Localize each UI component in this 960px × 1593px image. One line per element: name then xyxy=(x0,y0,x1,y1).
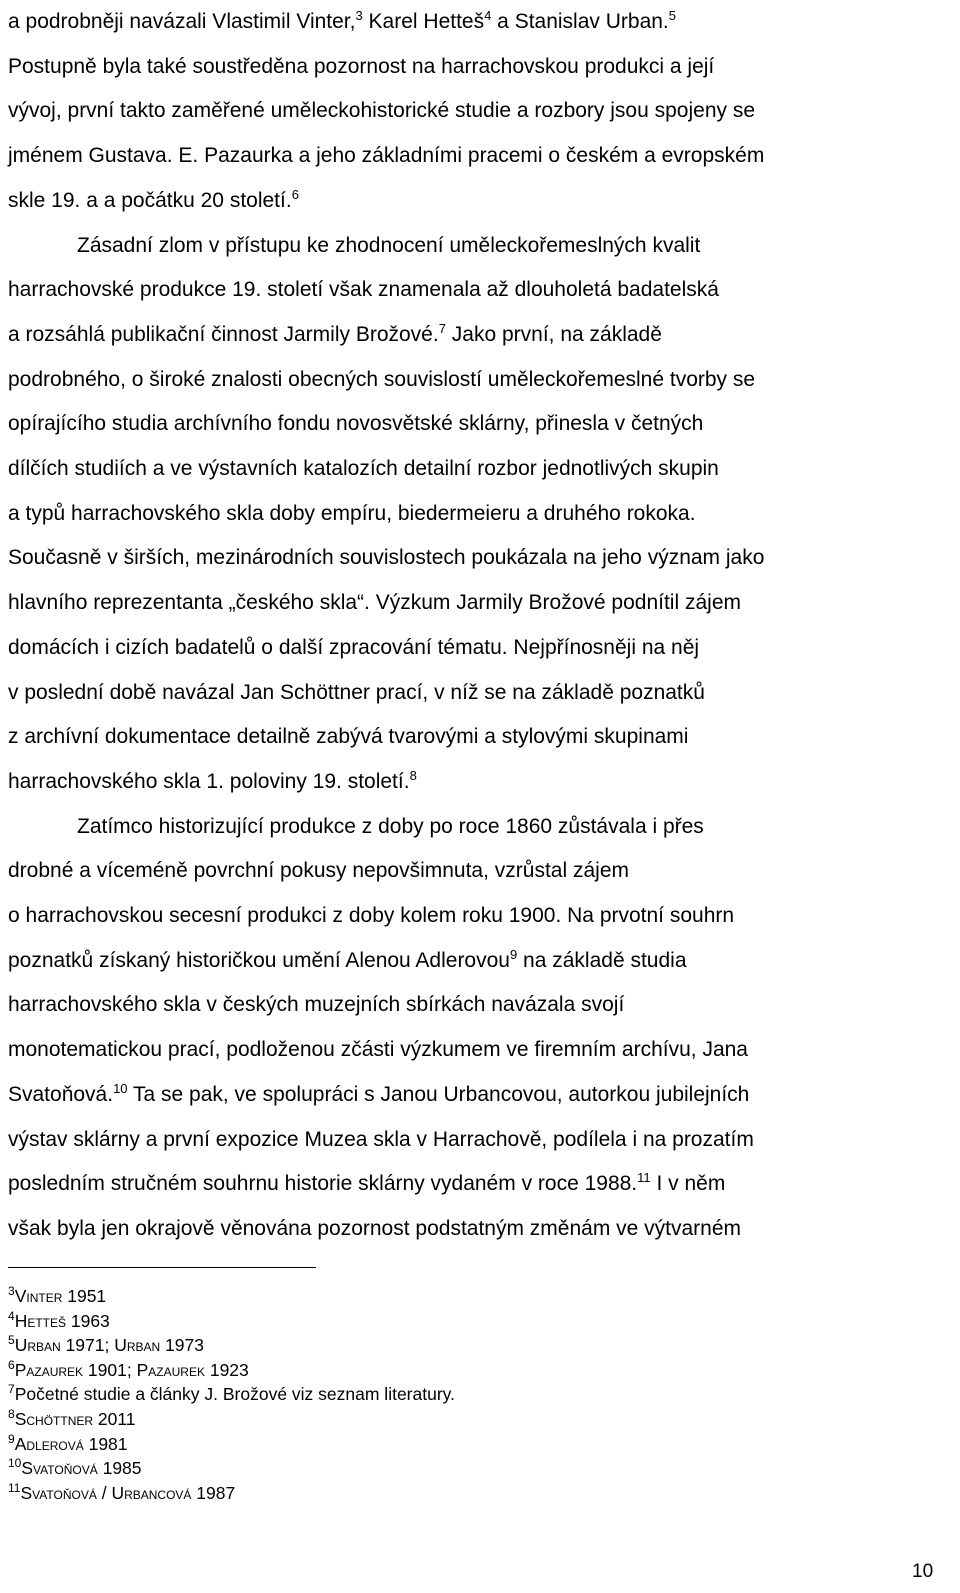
text-run: domácích i cizích badatelů o další zpracování tématu. Nejpřínosněji na něj xyxy=(8,635,700,659)
author-name: azaurek xyxy=(148,1359,205,1380)
text-line xyxy=(8,1028,953,1073)
text-run: o harrachovskou secesní produkci z doby kolem roku 1900. Na prvotní souhrn xyxy=(8,904,735,928)
footnote-item xyxy=(8,1407,908,1432)
citation-year: 2011 xyxy=(93,1408,136,1429)
footnote-item xyxy=(8,1284,908,1309)
text-line xyxy=(8,939,953,984)
footnote-number: 11 xyxy=(8,1480,21,1495)
text-run: z archívní dokumentace detailně zabývá tvarovými a stylovými skupinami xyxy=(8,725,689,749)
footnote-separator xyxy=(8,1267,316,1268)
author-initial: V xyxy=(14,1286,27,1306)
text-run: a Stanislav Urban. xyxy=(491,10,669,33)
author-name: etteš xyxy=(27,1310,66,1331)
footnote-item xyxy=(8,1432,908,1457)
author-initial: U xyxy=(111,1482,125,1503)
text-line xyxy=(8,268,953,313)
author-initial: H xyxy=(14,1310,28,1331)
text-line xyxy=(8,849,953,894)
footnote-reference: 7 xyxy=(438,320,446,336)
footnote-reference: 9 xyxy=(509,946,518,962)
text-line xyxy=(8,715,953,760)
text-line xyxy=(8,313,953,358)
footnote-reference: 4 xyxy=(484,8,492,23)
author-initial: S xyxy=(14,1408,27,1429)
author-name: rban xyxy=(27,1335,61,1356)
text-run: a podrobněji navázali Vlastimil Vinter, xyxy=(8,10,356,33)
text-run: Jako první, na základě xyxy=(445,322,662,346)
text-run: Svatoňová. xyxy=(8,1082,114,1106)
footnote-reference: 6 xyxy=(291,186,299,202)
text-run: monotematickou prací, podloženou zčásti výzkumem ve firemním archívu, Jana xyxy=(8,1038,748,1062)
text-run: Karel Hetteš xyxy=(362,10,485,33)
citation-year: 1987 xyxy=(191,1482,236,1503)
footnote-number: 9 xyxy=(8,1431,15,1446)
author-initial: S xyxy=(21,1458,34,1479)
citation-year: 1985 xyxy=(97,1458,142,1479)
author-name: rban xyxy=(126,1335,161,1356)
citation-year: 1951 xyxy=(62,1286,107,1306)
text-run: a typů harrachovského skla doby empíru, biedermeieru a druhého rokoka. xyxy=(8,501,696,525)
author-name: dlerová xyxy=(26,1433,84,1454)
citation-year: / xyxy=(96,1482,112,1503)
text-line xyxy=(8,1162,953,1207)
text-run: poznatků získaný historičkou umění Alenou Adlerovou xyxy=(8,948,510,972)
footnote-number: 5 xyxy=(8,1333,15,1348)
text-line xyxy=(8,179,953,224)
footnote-reference: 8 xyxy=(409,767,417,783)
text-line xyxy=(8,626,953,671)
text-run: drobné a víceméně povrchní pokusy nepovšimnuta, vzrůstal zájem xyxy=(8,859,629,883)
text-line xyxy=(8,134,953,179)
text-line xyxy=(8,45,953,90)
text-run: v poslední době navázal Jan Schöttner prací, v níž se na základě poznatků xyxy=(8,680,705,704)
text-run: podrobného, o široké znalosti obecných souvislostí uměleckořemeslné tvorby se xyxy=(8,367,756,391)
text-run: jménem Gustava. E. Pazaurka a jeho základními pracemi o českém a evropském xyxy=(8,144,765,168)
footnotes xyxy=(8,1284,908,1505)
body-text xyxy=(8,0,953,1252)
text-line xyxy=(8,536,953,581)
text-line xyxy=(8,224,953,269)
footnote-reference: 3 xyxy=(355,8,363,23)
text-line xyxy=(8,0,953,45)
footnote-reference: 10 xyxy=(113,1080,128,1096)
text-line xyxy=(8,492,953,537)
author-name: rbancová xyxy=(124,1482,192,1503)
footnote-text: Početné studie a články J. Brožové viz seznam literatury. xyxy=(14,1384,455,1405)
footnote-item xyxy=(8,1309,908,1334)
footnote-item xyxy=(8,1358,908,1383)
text-run: I v něm xyxy=(650,1172,726,1196)
text-run: opírajícího studia archívního fondu novosvětské sklárny, přinesla v četných xyxy=(8,412,704,436)
text-line xyxy=(8,89,953,134)
text-run: Zásadní zlom v přístupu ke zhodnocení uměleckořemeslných kvalit xyxy=(77,233,701,257)
footnote-item xyxy=(8,1333,908,1358)
text-run: na základě studia xyxy=(517,948,687,972)
text-line xyxy=(8,894,953,939)
footnote-item xyxy=(8,1456,908,1481)
citation-year: 1971; xyxy=(60,1335,115,1356)
author-name: inter xyxy=(26,1286,63,1306)
author-initial: P xyxy=(14,1359,27,1380)
author-initial: A xyxy=(14,1433,27,1454)
text-line xyxy=(8,402,953,447)
text-line xyxy=(8,358,953,403)
page-number: 10 xyxy=(912,1561,934,1582)
text-run: však byla jen okrajově věnována pozornost podstatným změnám ve výtvarném xyxy=(8,1216,742,1240)
text-run: vývoj, první takto zaměřené uměleckohistorické studie a rozbory jsou spojeny se xyxy=(8,99,756,123)
text-line xyxy=(8,760,953,805)
footnote-number: 6 xyxy=(8,1357,15,1372)
text-line xyxy=(8,1207,953,1252)
text-line xyxy=(8,447,953,492)
author-initial: U xyxy=(114,1335,127,1356)
text-run: Ta se pak, ve spolupráci s Janou Urbancovou, autorkou jubilejních xyxy=(127,1082,750,1106)
footnote-number: 10 xyxy=(8,1456,22,1471)
footnote-item xyxy=(8,1481,908,1506)
text-run: Současně v širších, mezinárodních souvislostech poukázala na jeho význam jako xyxy=(8,546,765,570)
text-run: dílčích studiích a ve výstavních katalozích detailní rozbor jednotlivých skupin xyxy=(8,457,719,481)
author-name: vatoňová xyxy=(32,1482,97,1503)
author-name: azaurek xyxy=(26,1359,84,1380)
author-name: chöttner xyxy=(26,1408,94,1429)
text-run: hlavního reprezentanta „českého skla“. Výzkum Jarmily Brožové podnítil zájem xyxy=(8,591,741,615)
text-run: Postupně byla také soustředěna pozornost na harrachovskou produkci a její xyxy=(8,54,715,78)
text-line xyxy=(8,805,953,850)
citation-year: 1923 xyxy=(204,1359,249,1380)
text-line xyxy=(8,581,953,626)
author-initial: U xyxy=(14,1335,28,1356)
author-initial: P xyxy=(136,1359,149,1380)
citation-year: 1901; xyxy=(83,1359,137,1380)
text-run: a rozsáhlá publikační činnost Jarmily Brožové. xyxy=(8,322,439,346)
text-run: posledním stručném souhrnu historie sklárny vydaném v roce 1988. xyxy=(8,1172,638,1196)
citation-year: 1981 xyxy=(83,1433,128,1454)
text-run: Zatímco historizující produkce z doby po roce 1860 zůstávala i přes xyxy=(77,814,704,838)
text-line xyxy=(8,671,953,716)
author-name: vatoňová xyxy=(33,1458,98,1479)
text-line xyxy=(8,983,953,1028)
text-run: skle 19. a a počátku 20 století. xyxy=(8,188,292,212)
text-line xyxy=(8,1073,953,1118)
text-line xyxy=(8,1118,953,1163)
footnote-item xyxy=(8,1382,908,1407)
citation-year: 1963 xyxy=(66,1310,110,1331)
footnote-number: 4 xyxy=(8,1308,15,1323)
citation-year: 1973 xyxy=(160,1335,204,1356)
text-run: výstav sklárny a první expozice Muzea skla v Harrachově, podílela i na prozatím xyxy=(8,1127,754,1151)
text-run: harrachovského skla v českých muzejních sbírkách navázala svojí xyxy=(8,993,625,1017)
footnote-reference: 5 xyxy=(668,8,677,23)
footnote-number: 8 xyxy=(8,1407,15,1422)
author-initial: S xyxy=(20,1482,33,1503)
footnote-number: 3 xyxy=(8,1284,15,1299)
footnote-reference: 11 xyxy=(637,1170,651,1186)
footnote-number: 7 xyxy=(8,1382,15,1397)
text-run: harrachovského skla 1. poloviny 19. století. xyxy=(8,769,410,793)
text-run: harrachovské produkce 19. století však znamenala až dlouholetá badatelská xyxy=(8,278,719,302)
